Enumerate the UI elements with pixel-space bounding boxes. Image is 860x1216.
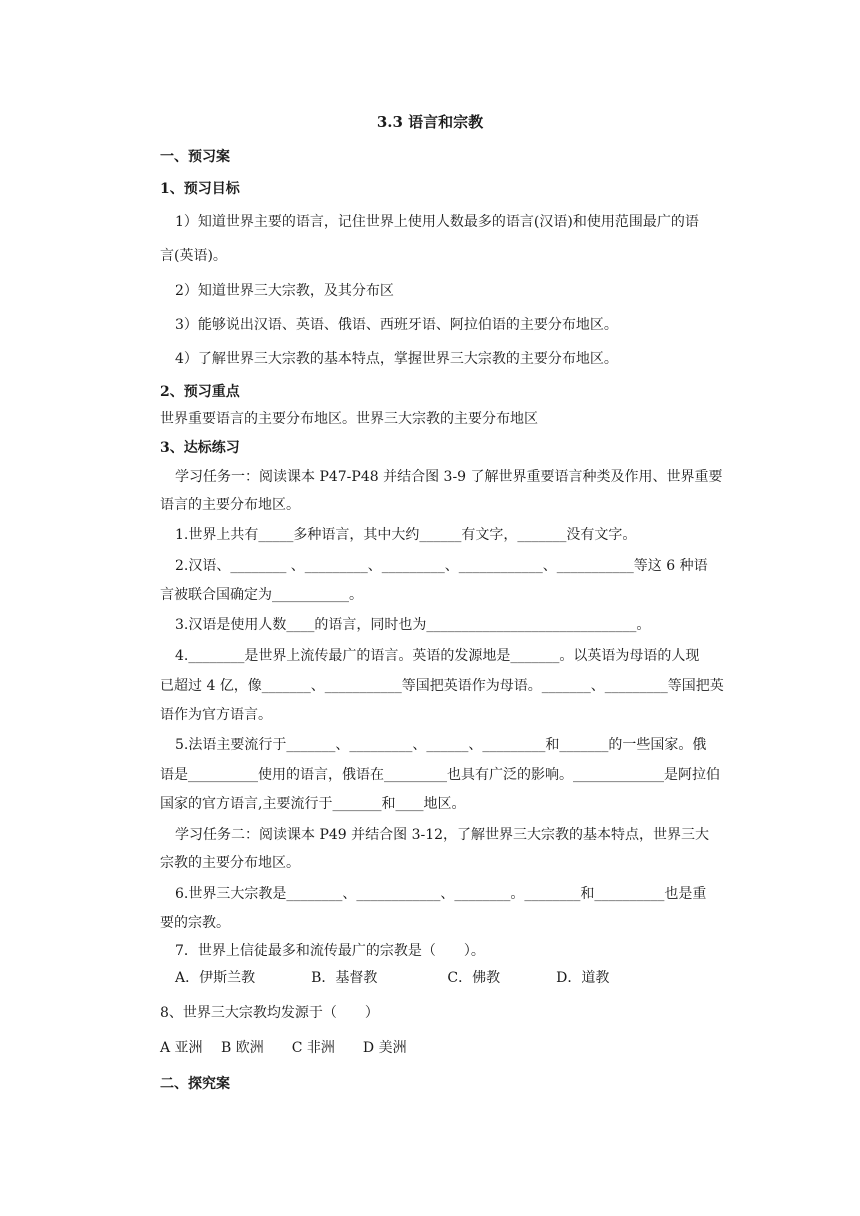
task-1-line-2: 语言的主要分布地区。 <box>160 497 300 513</box>
document-title: 3.3 语言和宗教 <box>376 113 484 131</box>
question-5-line-3: 国家的官方语言,主要流行于_______和____地区。 <box>160 796 466 812</box>
question-8: 8、世界三大宗教均发源于（ ） <box>160 1005 379 1021</box>
question-4-line-3: 语作为官方语言。 <box>160 707 272 723</box>
subheading-exercises: 3、达标练习 <box>160 440 240 456</box>
question-8-options: A 亚洲 B 欧洲 C 非洲 D 美洲 <box>160 1040 407 1056</box>
question-5-line-1: 5.法语主要流行于_______、_________、______、_________和_______的一些国家。俄 <box>175 737 707 753</box>
question-7: 7．世界上信徒最多和流传最广的宗教是（ ）。 <box>175 943 485 959</box>
goal-2: 2）知道世界三大宗教，及其分布区 <box>175 283 394 299</box>
question-6-line-1: 6.世界三大宗教是________、____________、________。________和__________也是重 <box>175 886 707 902</box>
goal-1-line-2: 言(英语)。 <box>160 248 227 264</box>
question-6-line-2: 要的宗教。 <box>160 915 230 931</box>
goal-1-line-1: 1）知道世界主要的语言，记住世界上使用人数最多的语言(汉语)和使用范围最广的语 <box>175 214 699 230</box>
subheading-key-points: 2、预习重点 <box>160 384 240 400</box>
task-2-line-2: 宗教的主要分布地区。 <box>160 855 300 871</box>
task-2-line-1: 学习任务二：阅读课本 P49 并结合图 3-12，了解世界三大宗教的基本特点，世界三大 <box>175 827 710 843</box>
goal-4: 4）了解世界三大宗教的基本特点，掌握世界三大宗教的主要分布地区。 <box>175 351 618 367</box>
subheading-goals: 1、预习目标 <box>160 181 240 197</box>
question-2-line-1: 2.汉语、________ 、_________、_________、____________、___________等这 6 种语 <box>175 558 708 574</box>
task-1-line-1: 学习任务一：阅读课本 P47-P48 并结合图 3-9 了解世界重要语言种类及作用、世界重要 <box>175 469 723 485</box>
question-2-line-2: 言被联合国确定为___________。 <box>160 587 363 603</box>
key-points-text: 世界重要语言的主要分布地区。世界三大宗教的主要分布地区 <box>160 411 538 427</box>
section-heading-inquiry: 二、探究案 <box>160 1076 230 1092</box>
question-7-options: A．伊斯兰教 B．基督教 C．佛教 D．道教 <box>175 970 610 986</box>
question-4-line-2: 已超过 4 亿，像_______、___________等国把英语作为母语。_______、_________等国把英 <box>160 678 724 694</box>
goal-3: 3）能够说出汉语、英语、俄语、西班牙语、阿拉伯语的主要分布地区。 <box>175 317 618 333</box>
question-5-line-2: 语是__________使用的语言，俄语在_________也具有广泛的影响。_____________是阿拉伯 <box>160 767 720 783</box>
section-heading-preview: 一、预习案 <box>160 149 230 165</box>
question-4-line-1: 4.________是世界上流传最广的语言。英语的发源地是_______。以英语为母语的人现 <box>175 648 700 664</box>
question-1: 1.世界上共有_____多种语言，其中大约______有文字，_______没有文字。 <box>175 527 637 543</box>
question-3: 3.汉语是使用人数____的语言，同时也为______________________________。 <box>175 617 651 633</box>
